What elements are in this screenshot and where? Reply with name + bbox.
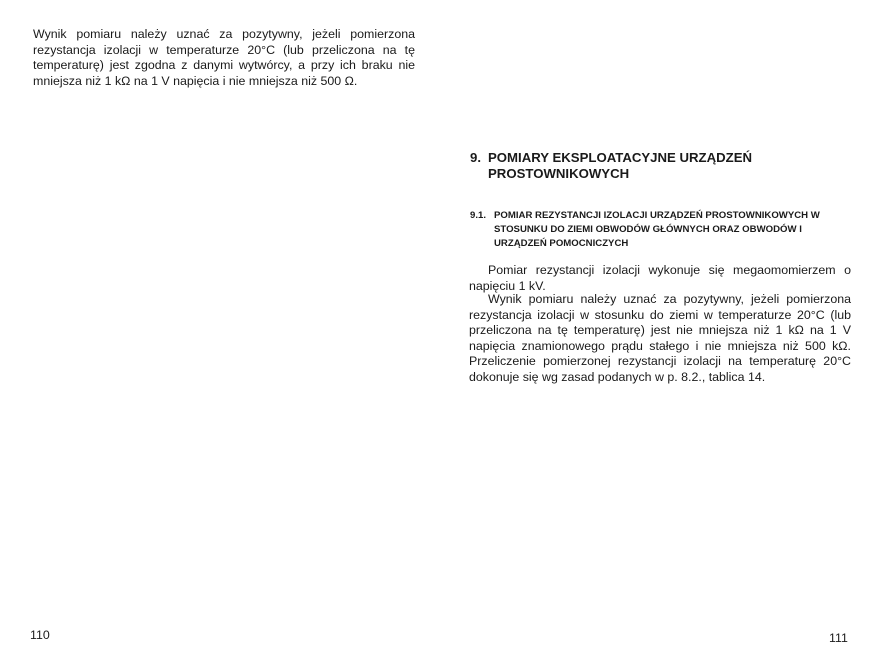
subsection-title: POMIAR REZYSTANCJI IZOLACJI URZĄDZEŃ PROSTOWNIKOWYCH W STOSUNKU DO ZIEMI OBWODÓW GŁÓWNYCH ORAZ OBWODÓW I URZĄDZEŃ POMOCNICZYCH (494, 210, 820, 249)
section-heading (470, 150, 830, 182)
left-page-paragraph: Wynik pomiaru należy uznać za pozytywny, jeżeli pomierzona rezystancja izolacji w temperaturze 20°C (lub przeliczona na tę temperaturę) jest zgodna z danymi wytwórcy, a przy ich braku nie mniejsza niż 1 kΩ na 1 V napięcia i nie mniejsza niż 500 Ω. (33, 27, 415, 88)
page-number-right: 111 (829, 631, 848, 645)
section-number: 9. (470, 150, 481, 165)
body-paragraph-1: Pomiar rezystancji izolacji wykonuje się megaomomierzem o napięciu 1 kV. (469, 263, 851, 293)
page-number-left: 110 (30, 628, 50, 642)
subsection-heading (470, 209, 850, 251)
subsection-number: 9.1. (470, 210, 487, 221)
left-page (0, 0, 442, 666)
section-title: POMIARY EKSPLOATACYJNE URZĄDZEŃ PROSTOWNIKOWYCH (488, 150, 753, 181)
body-paragraph-2: Wynik pomiaru należy uznać za pozytywny, jeżeli pomierzona rezystancja izolacji w stosunku do ziemi w temperaturze 20°C (lub przeliczona na tę temperaturę) jest nie mniejsza niż 1 kΩ na 1 V napięcia znamionowego prądu stałego i nie mniejsza niż 500 kΩ. Przeliczenie pomierzonej rezystancji izolacji na temperaturę 20°C dokonuje się wg zasad podanych w p. 8.2., tablica 14. (469, 292, 851, 384)
